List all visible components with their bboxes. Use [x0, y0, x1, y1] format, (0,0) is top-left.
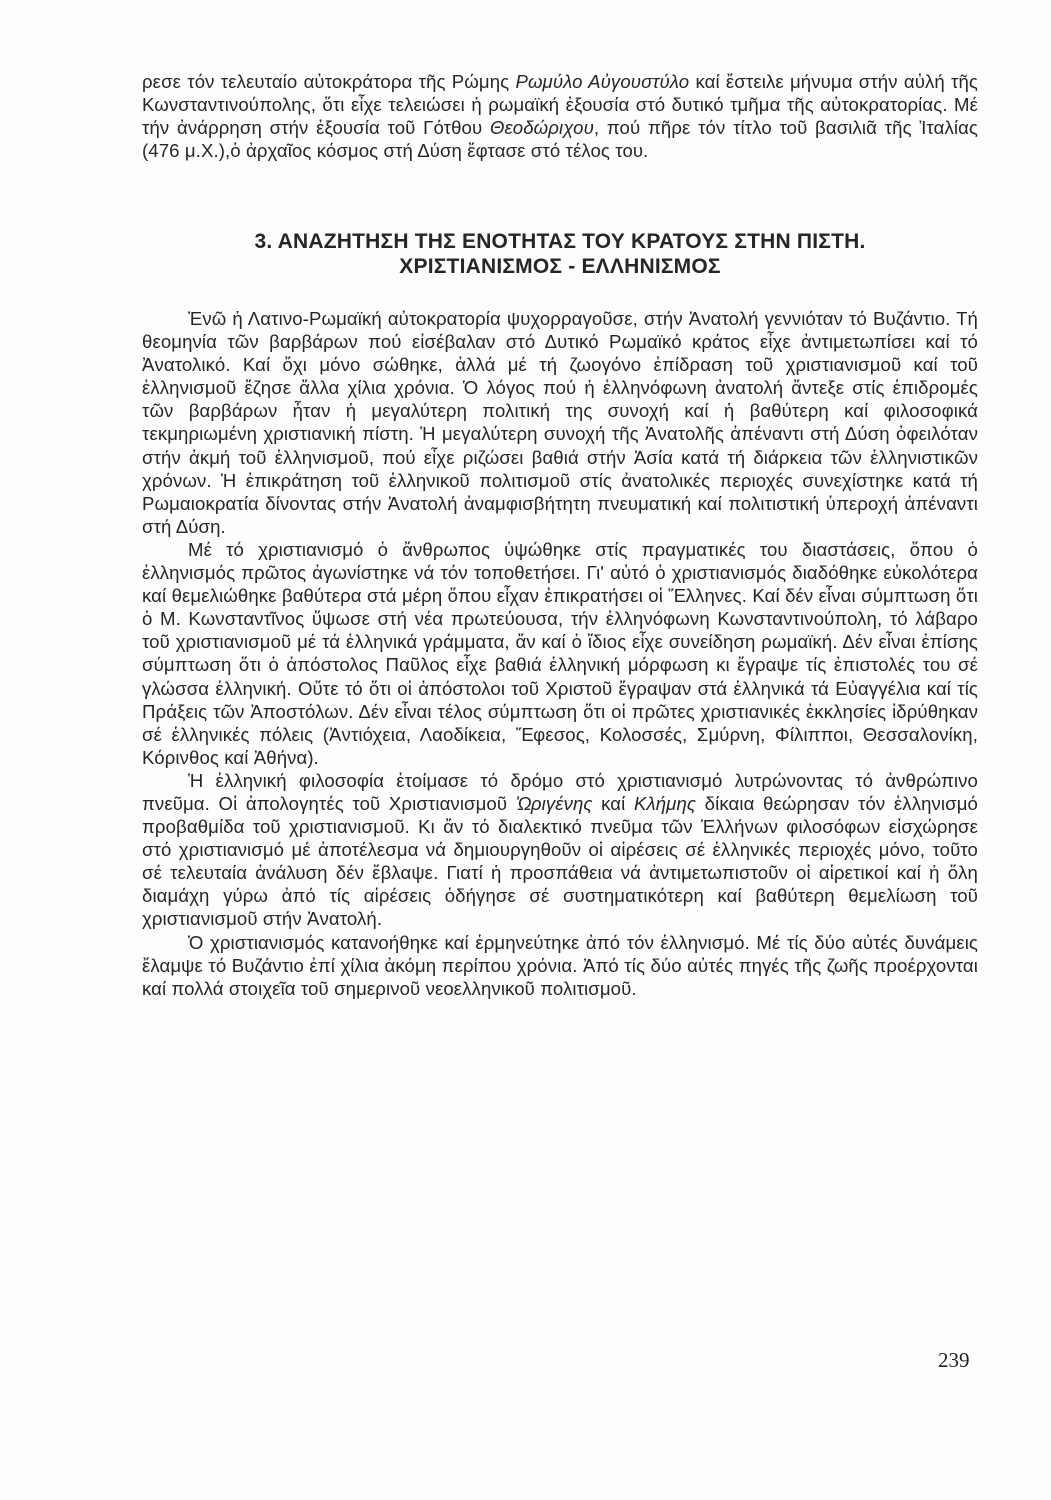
- paragraph-2: Μέ τό χριστιανισμό ὁ ἄνθρωπος ὑψώθηκε στίς πραγματικές του διαστάσεις, ὅπου ὁ ἑλληνισμός πρῶτος ἀγωνίστηκε νά τόν τοποθετήσει. Γι' αὐτό ὁ χριστιανισμός διαδόθηκε εὐκολότερα καί θεμελιώθηκε βαθύτερα στά μέρη ὅπου εἶχαν ἐπικρατήσει οἱ Ἕλληνες. Καί δέν εἶναι σύμπτωση ὅτι ὁ Μ. Κωνσταντῖνος ὕψωσε στή νέα πρωτεύουσα, τήν ἑλληνόφωνη Κωνσταντινούπολη, τό λάβαρο τοῦ χριστιανισμοῦ μέ τά ἑλληνικά γράμματα, ἄν καί ὁ ἴδιος εἶχε συνείδηση ρωμαϊκή. Δέν εἶναι ἐπίσης σύμπτωση ὅτι ὁ ἀπόστολος Παῦλος εἶχε βαθιά ἑλληνική μόρφωση κι ἔγραψε τίς ἐπιστολές του σέ γλώσσα ἑλληνική. Οὔτε τό ὅτι οἱ ἀπόστολοι τοῦ Χριστοῦ ἔγραψαν στά ἑλληνικά τά Εὐαγγέλια καί τίς Πράξεις τῶν Ἀποστόλων. Δέν εἶναι τέλος σύμπτωση ὅτι οἱ πρῶτες χριστιανικές ἐκκλησίες ἱδρύθηκαν σέ ἑλληνικές πόλεις (Ἀντιόχεια, Λαοδίκεια, Ἔφεσος, Κολοσσές, Σμύρνη, Φίλιπποι, Θεσσαλονίκη, Κόρινθος καί Ἀθήνα).: [142, 538, 978, 768]
- intro-name-theodoric: Θεοδώριχου: [489, 117, 594, 139]
- paragraph-4: Ὁ χριστιανισμός κατανοήθηκε καί ἑρμηνεύτηκε ἀπό τόν ἑλληνισμό. Μέ τίς δύο αὐτές δυνάμεις ἔλαμψε τό Βυζάντιο ἐπί χίλια ἀκόμη περίπου χρόνια. Ἀπό τίς δύο αὐτές πηγές τῆς ζωῆς προέρχονται καί πολλά στοιχεῖα τοῦ σημερινοῦ νεοελληνικοῦ πολιτισμοῦ.: [142, 931, 978, 999]
- page-number: 239: [938, 1348, 970, 1372]
- section-heading-line-1: 3. ΑΝΑΖΗΤΗΣΗ ΤΗΣ ΕΝΟΤΗΤΑΣ ΤΟΥ ΚΡΑΤΟΥΣ ΣΤΗΝ ΠΙΣΤΗ.: [254, 230, 866, 253]
- paragraph-3-text-1: Ἡ ἑλληνική φιλοσοφία ἑτοίμασε τό δρόμο στό χριστιανισμό λυτρώνοντας τό ἀνθρώπινο πνεῦμα. Οἱ ἀπολογητές τοῦ Χριστιανισμοῦ: [142, 769, 978, 814]
- paragraph-3-text-2: καί: [592, 792, 634, 814]
- intro-text-2: καί ἔστειλε μήνυμα στήν αὐλή τῆς Κωνσταντινούπολης, ὅτι εἶχε τελειώσει ἡ ρωμαϊκή ἐξουσία στό δυτικό τμῆμα τῆς αὐτοκρατορίας. Μέ τήν ἀνάρρηση στήν ἐξουσία τοῦ Γότθου: [142, 71, 978, 139]
- intro-text-3: , πού πῆρε τόν τίτλο τοῦ βασιλιᾶ τῆς Ἰταλίας (476 μ.Χ.),ὁ ἀρχαῖος κόσμος στή Δύση ἔφτασε στό τέλος του.: [142, 117, 978, 162]
- section-heading-line-2: ΧΡΙΣΤΙΑΝΙΣΜΟΣ - ΕΛΛΗΝΙΣΜΟΣ: [399, 255, 721, 278]
- intro-text-1: ρεσε τόν τελευταίο αὐτοκράτορα τῆς Ρώμης: [142, 71, 516, 92]
- paragraph-3-name-origen: Ὠριγένης: [515, 792, 593, 814]
- section-body: [142, 307, 978, 1000]
- intro-paragraph: [142, 70, 978, 162]
- section-heading: [142, 229, 978, 279]
- paragraph-3: [142, 769, 978, 931]
- intro-name-romulus: Ρωμύλο Αὐγουστύλο: [515, 71, 690, 92]
- paragraph-3-text-3: δίκαια θεώρησαν τόν ἑλληνισμό προβαθμίδα τοῦ χριστιανισμοῦ. Κι ἄν τό διαλεκτικό πνεῦμα τῶν Ἑλλήνων φιλοσόφων εἰσχώρησε στό χριστιανισμό μέ ἀποτέλεσμα νά δημιουργηθοῦν οἱ αἱρέσεις σέ ἑλληνικές περιοχές μόνο, τοῦτο σέ τελευταία ἀνάλυση δέν ἔβλαψε. Γιατί ἡ προσπάθεια νά ἀντιμετωπιστοῦν οἱ αἱρετικοί καί ἡ ὅλη διαμάχη γύρω ἀπό τίς αἱρέσεις ὁδήγησε σέ συστηματικότερη καί βαθύτερη θεμελίωση τοῦ χριστιανισμοῦ στήν Ἀνατολή.: [142, 792, 978, 930]
- paragraph-1: Ἐνῶ ἡ Λατινο-Ρωμαϊκή αὐτοκρατορία ψυχορραγοῦσε, στήν Ἀνατολή γεννιόταν τό Βυζάντιο. Τή θεομηνία τῶν βαρβάρων πού εἰσέβαλαν στό Δυτικό Ρωμαϊκό κράτος εἶχε ἀντιμετωπίσει καί τό Ἀνατολικό. Καί ὄχι μόνο σώθηκε, ἀλλά μέ τή ζωογόνο ἐπίδραση τοῦ χριστιανισμοῦ καί τοῦ ἑλληνισμοῦ ἔζησε ἄλλα χίλια χρόνια. Ὁ λόγος πού ἡ ἑλληνόφωνη ἀνατολή ἄντεξε στίς ἐπιδρομές τῶν βαρβάρων ἦταν ἡ μεγαλύτερη πολιτική της συνοχή καί ἡ βαθύτερη καί φιλοσοφικά τεκμηριωμένη χριστιανική πίστη. Ἡ μεγαλύτερη συνοχή τῆς Ἀνατολῆς ἀπέναντι στή Δύση ὀφειλόταν στήν ἀκμή τοῦ ἑλληνισμοῦ, πού εἶχε ριζώσει βαθιά στήν Ἀσία κατά τή διάρκεια τῶν ἑλληνιστικῶν χρόνων. Ἡ ἐπικράτηση τοῦ ἑλληνικοῦ πολιτισμοῦ στίς ἀνατολικές περιοχές συνεχίστηκε κατά τή Ρωμαιοκρατία δίνοντας στήν Ἀνατολή ἀναμφισβήτητη πνευματική καί πολιτιστική ὑπεροχή ἀπέναντι στή Δύση.: [142, 308, 978, 537]
- paragraph-3-name-clement: Κλήμης: [634, 792, 697, 814]
